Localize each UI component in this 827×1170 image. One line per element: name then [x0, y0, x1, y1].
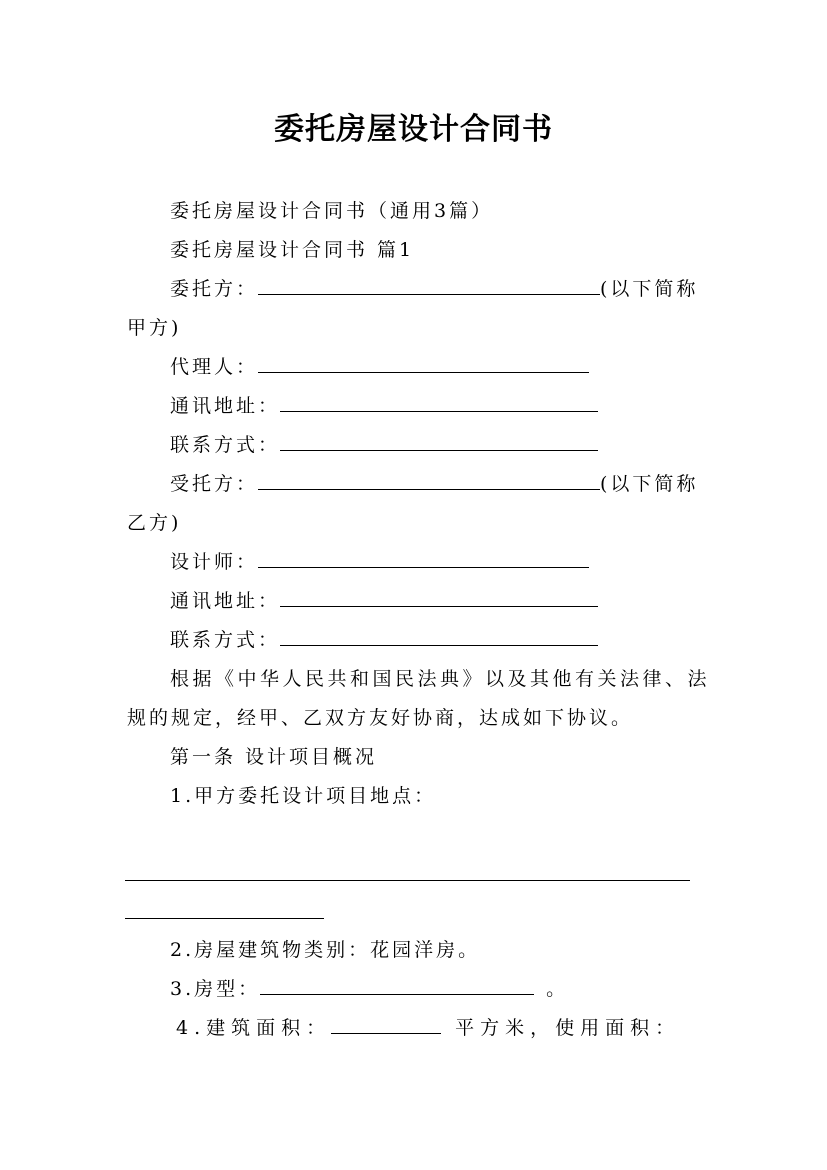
- subtitle: 委托房屋设计合同书（通用3篇）: [170, 200, 494, 222]
- location-blank-line1: [125, 880, 690, 881]
- client-suffix: (以下简称: [600, 278, 699, 300]
- item-3-end: 。: [546, 978, 569, 1000]
- document-title: 委托房屋设计合同书: [274, 112, 553, 147]
- address1-blank: [280, 395, 598, 412]
- location-blank-line2: [125, 918, 324, 919]
- contractor-blank: [258, 473, 600, 490]
- item-4-area-blank: [331, 1017, 441, 1034]
- basis-paragraph-line1: 根据《中华人民共和国民法典》以及其他有关法律、法: [170, 668, 711, 690]
- client-alias: 甲方): [127, 317, 182, 339]
- agent-line: [170, 355, 589, 379]
- client-line: [170, 277, 698, 301]
- contact2-blank: [280, 629, 598, 646]
- basis-paragraph-line2: 规的规定，经甲、乙双方友好协商，达成如下协议。: [127, 707, 634, 729]
- contact1-blank: [280, 434, 598, 451]
- address1-line: [170, 394, 598, 418]
- agent-label: 代理人：: [170, 356, 259, 378]
- designer-line: [170, 550, 589, 574]
- contact2-label: 联系方式：: [170, 629, 281, 651]
- contractor-label: 受托方：: [170, 473, 259, 495]
- address2-label: 通讯地址：: [170, 590, 281, 612]
- address1-label: 通讯地址：: [170, 395, 281, 417]
- address2-blank: [280, 590, 598, 607]
- item-3-blank: [260, 978, 534, 995]
- contractor-line: [170, 472, 698, 496]
- address2-line: [170, 589, 598, 613]
- client-blank: [258, 278, 600, 295]
- client-label: 委托方：: [170, 278, 259, 300]
- item-1: 1.甲方委托设计项目地点：: [170, 785, 437, 807]
- item-2: 2.房屋建筑物类别：花园洋房。: [170, 939, 481, 961]
- item-4-usable-label: 平方米，使用面积：: [455, 1017, 681, 1039]
- item-4-area-label: 4.建筑面积：: [176, 1017, 332, 1039]
- designer-label: 设计师：: [170, 551, 259, 573]
- section-heading: 委托房屋设计合同书 篇1: [170, 239, 415, 261]
- contact2-line: [170, 628, 598, 652]
- article-1-heading: 第一条 设计项目概况: [170, 746, 378, 768]
- agent-blank: [258, 356, 589, 373]
- contact1-line: [170, 433, 598, 457]
- designer-blank: [258, 551, 589, 568]
- contractor-suffix: (以下简称: [600, 473, 699, 495]
- contact1-label: 联系方式：: [170, 434, 281, 456]
- item-3-label: 3.房型：: [170, 978, 261, 1000]
- item-4: [176, 1016, 680, 1040]
- contractor-alias: 乙方): [127, 512, 182, 534]
- item-3: [170, 977, 568, 1001]
